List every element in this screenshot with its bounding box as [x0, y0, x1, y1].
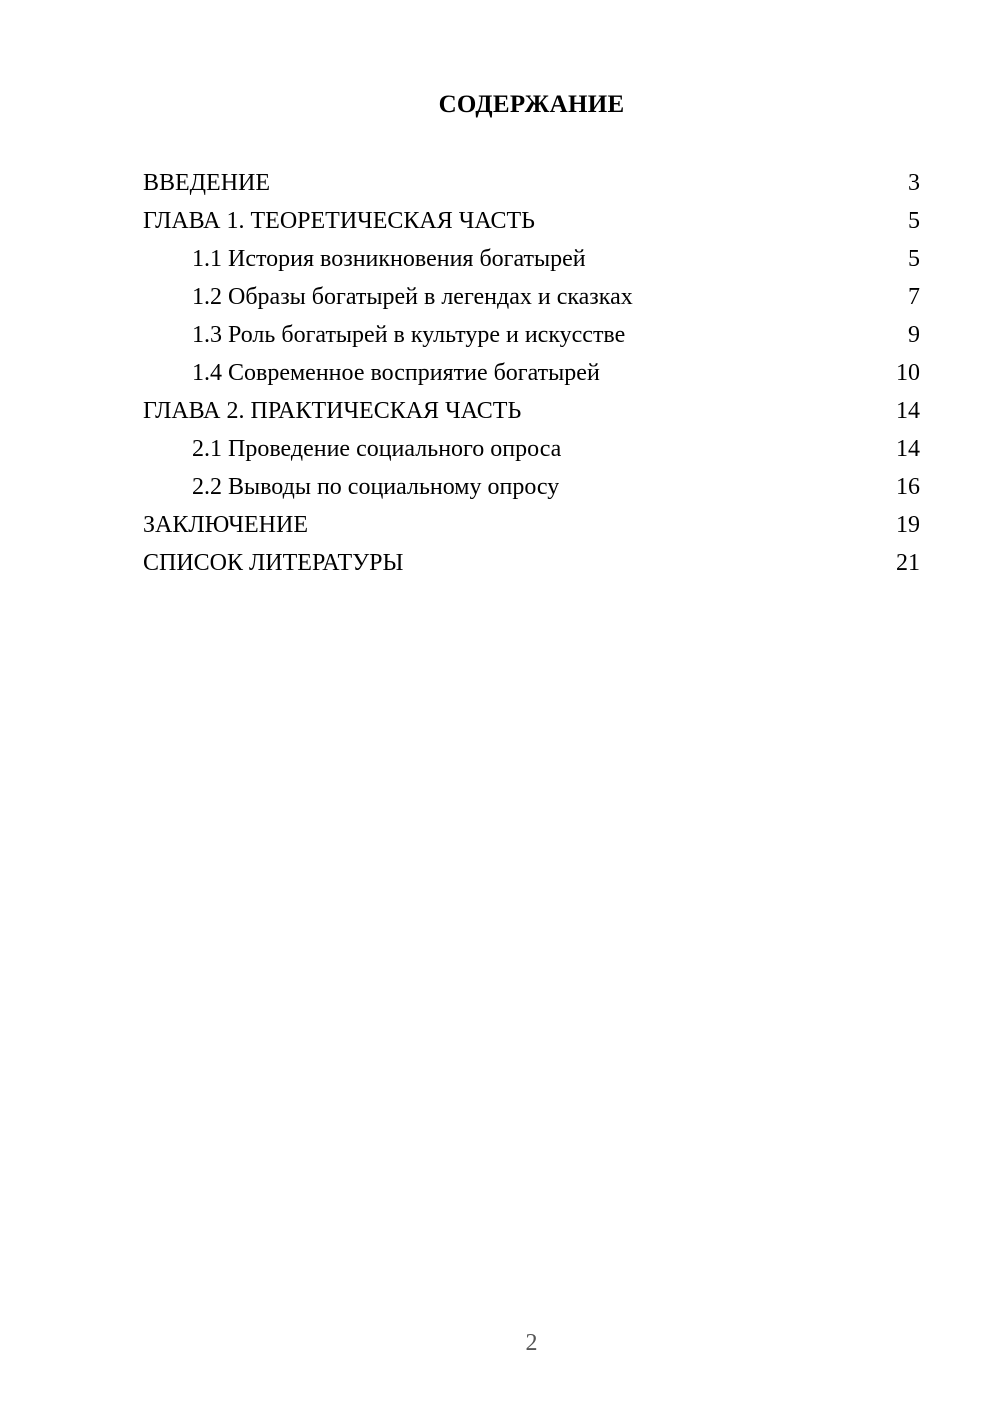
- toc-entry-label: 1.3 Роль богатырей в культуре и искусстве: [192, 322, 626, 348]
- toc-entry: [143, 354, 920, 392]
- toc-entry: [143, 278, 920, 316]
- toc-entry-page: 3: [908, 170, 920, 196]
- toc-entry-page: 7: [908, 284, 920, 310]
- toc-entry-label: ГЛАВА 1. ТЕОРЕТИЧЕСКАЯ ЧАСТЬ: [143, 208, 535, 234]
- toc-entry-page: 21: [896, 550, 920, 576]
- toc-title: СОДЕРЖАНИЕ: [438, 91, 625, 118]
- toc-entry-label: ВВЕДЕНИЕ: [143, 170, 271, 196]
- toc-entry-page: 5: [908, 246, 920, 272]
- toc-entry: [143, 430, 920, 468]
- toc-entry: [143, 316, 920, 354]
- toc-entry-page: 16: [896, 474, 920, 500]
- toc-entry: [143, 506, 920, 544]
- toc-entry-label: ГЛАВА 2. ПРАКТИЧЕСКАЯ ЧАСТЬ: [143, 398, 522, 424]
- toc-entry-label: 2.1 Проведение социального опроса: [192, 436, 562, 462]
- toc-entry: [143, 202, 920, 240]
- toc-entry: [143, 468, 920, 506]
- toc-entry-label: 1.4 Современное восприятие богатырей: [192, 360, 600, 386]
- toc-entry-label: 1.1 История возникновения богатырей: [192, 246, 586, 272]
- toc-entry-page: 14: [896, 398, 920, 424]
- toc-entry: [143, 544, 920, 582]
- toc-entry-label: 2.2 Выводы по социальному опросу: [192, 474, 560, 500]
- toc-entry: [143, 240, 920, 278]
- toc-entry-page: 14: [896, 436, 920, 462]
- toc-entry-label: 1.2 Образы богатырей в легендах и сказках: [192, 284, 633, 310]
- toc-entry-page: 9: [908, 322, 920, 348]
- toc-content-block: [143, 0, 920, 582]
- toc-entry-page: 10: [896, 360, 920, 386]
- toc-entry-page: 19: [896, 512, 920, 538]
- page-number: 2: [525, 1330, 538, 1356]
- toc-entry-label: СПИСОК ЛИТЕРАТУРЫ: [143, 550, 404, 576]
- toc-entry: [143, 392, 920, 430]
- toc-entry-label: ЗАКЛЮЧЕНИЕ: [143, 512, 308, 538]
- toc-entry-page: 5: [908, 208, 920, 234]
- toc-list: [143, 164, 920, 582]
- toc-entry: [143, 164, 920, 202]
